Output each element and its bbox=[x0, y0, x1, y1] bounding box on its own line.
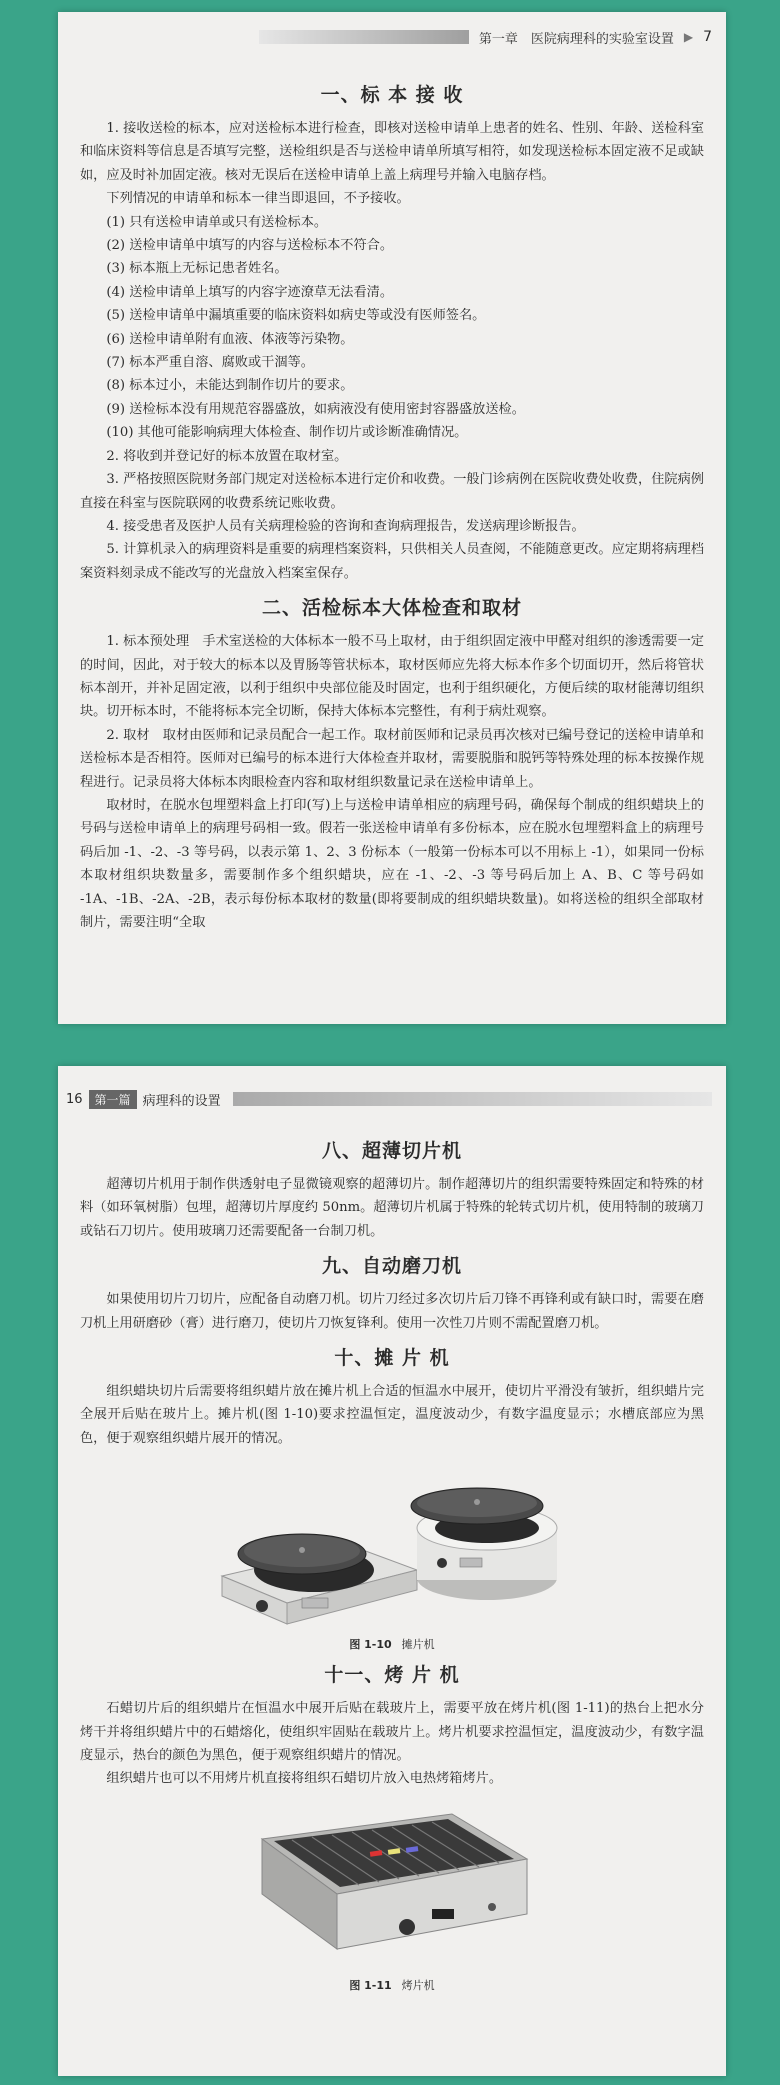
figure-slide-dryer bbox=[80, 1799, 704, 1993]
book-page-7 bbox=[58, 12, 726, 1024]
list-item: (7) 标本严重自溶、腐败或干涸等。 bbox=[106, 355, 314, 371]
paragraph: 2. 取材 取材由医师和记录员配合一起工作。取材前医师和记录员再次核对已编号登记的送检申请单和送检标本是否相符。医师对已编号的标本进行大体检查并取材，需要脱脂和脱钙等特殊处理的标本按操作规程进行。记录员将大体标本肉眼检查内容和取材组织数量记录在送检申请单上。 bbox=[80, 727, 704, 790]
paragraph: 取材时，在脱水包埋塑料盒上打印(写)上与送检申请单相应的病理号码，确保每个制成的组织蜡块上的号码与送检申请单上的病理号码相一致。假若一张送检申请单有多份标本，应在脱水包埋塑料盒上的病理号码后加 -1、-2、-3 等号码，以表示第 1、2、3 份标本（一般第一份标本可以不用标上 -1），如果同一份标本取材组织块数量多，需要制作多个组织蜡块，应在 -1、-2、-3 等号码后加上 A、B、C 等号码如 -1A、-1B、-2A、-2B，表示每份标本取材的数量(即将要制成的组织蜡块数量)。如将送检的组织全部取材制片，需要注明“全取 bbox=[80, 797, 704, 930]
slide-dryer-image bbox=[242, 1799, 542, 1969]
figure-floating-bath bbox=[80, 1458, 704, 1652]
section-heading: 十、摊 片 机 bbox=[334, 1347, 450, 1370]
paragraph: 3. 严格按照医院财务部门规定对送检标本进行定价和收费。一般门诊病例在医院收费处收费，住院病例直接在科室与医院联网的收费系统记账收费。 bbox=[80, 472, 704, 511]
figure-title: 摊片机 bbox=[401, 1638, 435, 1652]
list-item: (10) 其他可能影响病理大体检查、制作切片或诊断准确情况。 bbox=[106, 425, 468, 441]
part-badge: 第一篇 bbox=[89, 1090, 137, 1109]
figure-number: 图 1-11 bbox=[349, 1978, 392, 1992]
paragraph: 2. 将收到并登记好的标本放置在取材室。 bbox=[106, 448, 348, 464]
list-item: (9) 送检标本没有用规范容器盛放，如病液没有使用密封容器盛放送检。 bbox=[106, 401, 525, 417]
running-header bbox=[259, 24, 712, 50]
paragraph: 如果使用切片刀切片，应配备自动磨刀机。切片刀经过多次切片后刀锋不再锋利或有缺口时，需要在磨刀机上用研磨砂（膏）进行磨刀，使切片刀恢复锋利。使用一次性刀片则不需配置磨刀机。 bbox=[80, 1292, 704, 1331]
paragraph: 组织蜡块切片后需要将组织蜡片放在摊片机上合适的恒温水中展开，使切片平滑没有皱折，组织蜡片完全展开后贴在玻片上。摊片机(图 1-10)要求控温恒定，温度波动少，有数字温度显示；水槽底部应为黑色，便于观察组织蜡片展开的情况。 bbox=[80, 1384, 704, 1446]
header-decor-bar bbox=[259, 30, 469, 44]
figure-title: 烤片机 bbox=[401, 1978, 435, 1992]
figure-caption bbox=[80, 1977, 704, 1993]
paragraph: 1. 接收送检的标本，应对送检标本进行检查，即核对送检申请单上患者的姓名、性别、年龄、送检科室和临床资料等信息是否填写完整，送检组织是否与送检申请单所填写相符，如发现送检标本固定液不足或缺如，应及时补加固定液。核对无误后在送检申请单上盖上病理号并输入电脑存档。 bbox=[80, 121, 704, 183]
page-number: 16 bbox=[66, 1091, 83, 1107]
floating-bath-image bbox=[202, 1458, 582, 1628]
list-item: (1) 只有送检申请单或只有送检标本。 bbox=[106, 214, 328, 230]
list-item: (3) 标本瓶上无标记患者姓名。 bbox=[106, 261, 288, 277]
paragraph: 超薄切片机用于制作供透射电子显微镜观察的超薄切片。制作超薄切片的组织需要特殊固定和特殊的材料（如环氧树脂）包埋，超薄切片厚度约 50nm。超薄切片机属于特殊的轮转式切片机，使用特制的玻璃刀或钻石刀切片。使用玻璃刀还需要配备一台制刀机。 bbox=[80, 1177, 704, 1239]
figure-number: 图 1-10 bbox=[349, 1638, 392, 1652]
paragraph: 下列情况的申请单和标本一律当即退回，不予接收。 bbox=[106, 191, 410, 207]
section-heading: 一、标 本 接 收 bbox=[320, 84, 464, 106]
part-title: 病理科的设置 bbox=[142, 1093, 221, 1109]
paragraph: 组织蜡片也可以不用烤片机直接将组织石蜡切片放入电热烤箱烤片。 bbox=[106, 1771, 503, 1787]
header-decor-bar bbox=[233, 1092, 712, 1106]
book-page-16 bbox=[58, 1066, 726, 2076]
list-item: (4) 送检申请单上填写的内容字迹潦草无法看清。 bbox=[106, 284, 394, 300]
section-heading: 十一、烤 片 机 bbox=[324, 1664, 460, 1687]
list-item: (5) 送检申请单中漏填重要的临床资料如病史等或没有医师签名。 bbox=[106, 308, 486, 324]
chapter-title: 第一章 医院病理科的实验室设置 bbox=[478, 31, 674, 47]
list-item: (2) 送检申请单中填写的内容与送检标本不符合。 bbox=[106, 238, 394, 254]
page-number: 7 bbox=[703, 29, 712, 45]
paragraph: 石蜡切片后的组织蜡片在恒温水中展开后贴在载玻片上，需要平放在烤片机(图 1-11)的热台上把水分烤干并将组织蜡片中的石蜡熔化，使组织牢固贴在载玻片上。烤片机要求控温恒定，温度波动少，有数字温度显示，热台的颜色为黑色，便于观察组织蜡片的情况。 bbox=[80, 1701, 704, 1764]
chevron-right-icon: ▶ bbox=[683, 30, 694, 44]
section-heading: 九、自动磨刀机 bbox=[321, 1255, 462, 1278]
paragraph: 1. 标本预处理 手术室送检的大体标本一般不马上取材，由于组织固定液中甲醛对组织的渗透需要一定的时间，因此，对于较大的标本以及胃肠等管状标本，取材医师应先将大标本作多个切面切开，然后将管状标本剖开，并补足固定液，以利于组织中央部位能及时固定，也利于组织硬化，方便后续的取材能薄切组织块。切开标本时，不能将标本完全切断，保持大体标本完整性，有利于病灶观察。 bbox=[80, 634, 704, 720]
section-heading: 二、活检标本大体检查和取材 bbox=[261, 597, 522, 620]
list-item: (8) 标本过小，未能达到制作切片的要求。 bbox=[106, 378, 354, 394]
running-header bbox=[66, 1088, 712, 1110]
section-heading: 八、超薄切片机 bbox=[321, 1140, 462, 1162]
figure-caption bbox=[80, 1636, 704, 1652]
paragraph: 4. 接受患者及医护人员有关病理检验的咨询和查询病理报告，发送病理诊断报告。 bbox=[106, 518, 585, 534]
paragraph: 5. 计算机录入的病理资料是重要的病理档案资料，只供相关人员查阅，不能随意更改。应定期将病理档案资料刻录成不能改写的光盘放入档案室保存。 bbox=[80, 542, 704, 581]
list-item: (6) 送检申请单附有血液、体液等污染物。 bbox=[106, 331, 354, 347]
